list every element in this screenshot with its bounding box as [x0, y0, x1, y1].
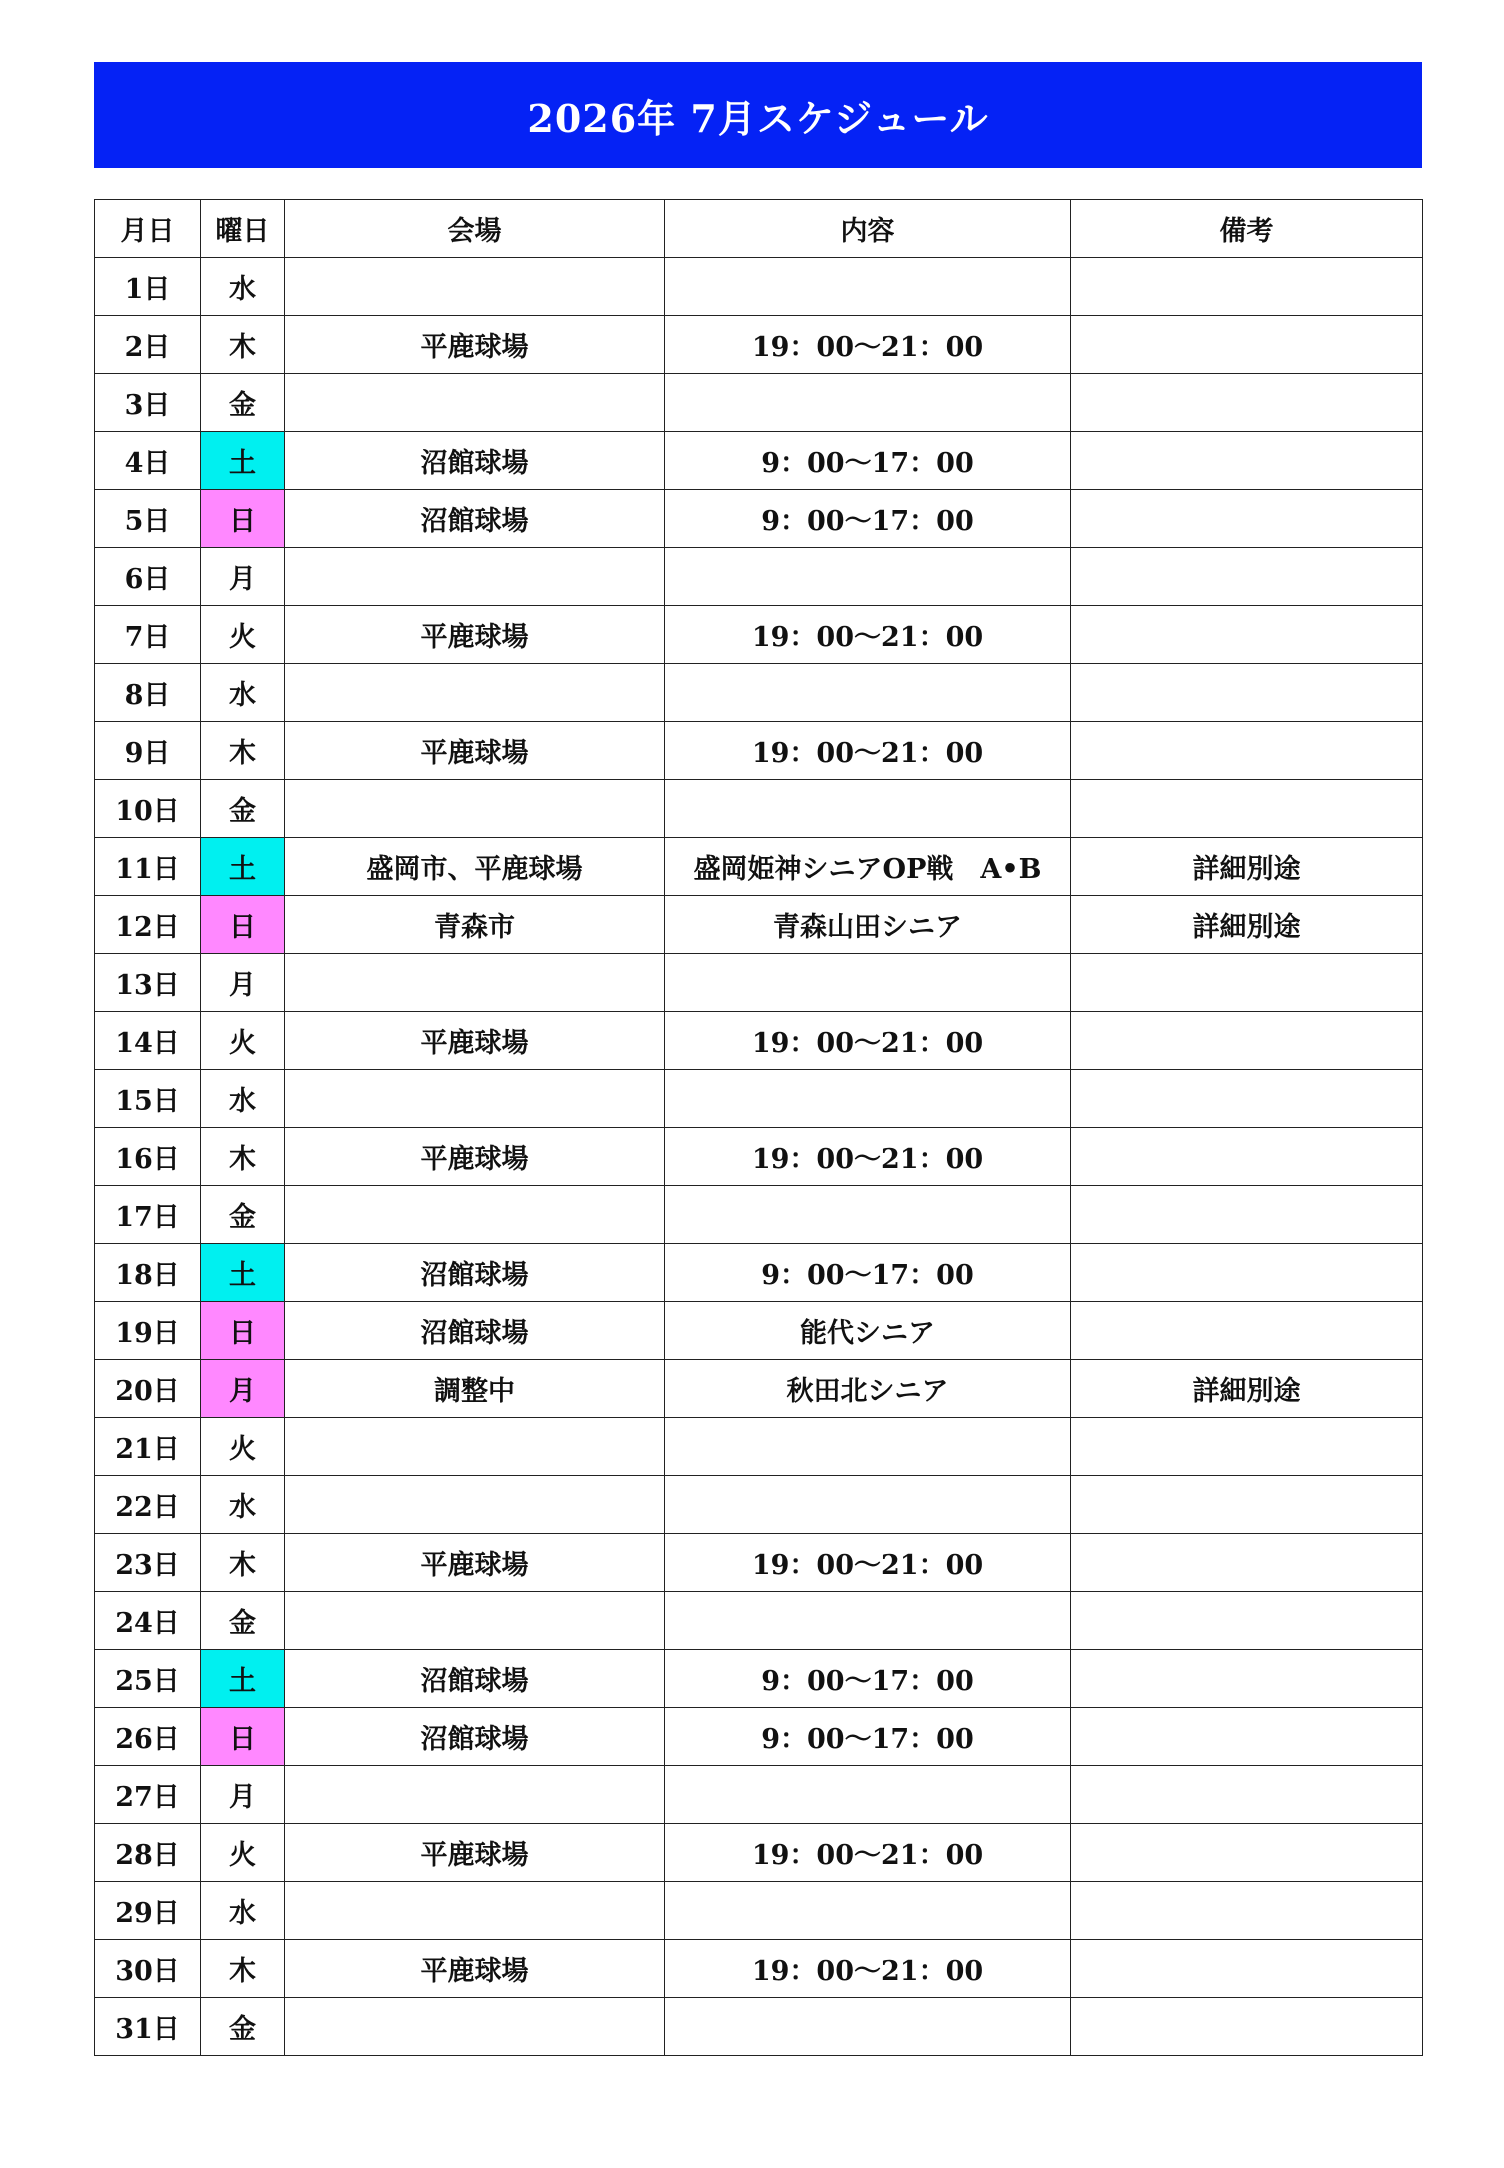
header-note: 備考: [1071, 200, 1423, 258]
date-cell: 26日: [95, 1708, 201, 1766]
weekday-cell: 金: [201, 1998, 285, 2056]
venue-cell: [285, 1998, 665, 2056]
note-cell: 詳細別途: [1071, 1360, 1423, 1418]
venue-cell: [285, 1418, 665, 1476]
weekday-cell: 日: [201, 896, 285, 954]
content-cell: 19：00～21：00: [665, 1012, 1071, 1070]
date-cell: 6日: [95, 548, 201, 606]
table-row: [95, 316, 1423, 374]
content-cell: 19：00～21：00: [665, 1534, 1071, 1592]
header-weekday: 曜日: [201, 200, 285, 258]
content-cell: [665, 1070, 1071, 1128]
venue-cell: 平鹿球場: [285, 1012, 665, 1070]
table-row: [95, 606, 1423, 664]
date-cell: 9日: [95, 722, 201, 780]
table-row: [95, 1302, 1423, 1360]
table-row: [95, 1128, 1423, 1186]
table-row: [95, 896, 1423, 954]
content-cell: [665, 548, 1071, 606]
venue-cell: [285, 1476, 665, 1534]
note-cell: [1071, 780, 1423, 838]
date-cell: 25日: [95, 1650, 201, 1708]
note-cell: [1071, 1708, 1423, 1766]
weekday-cell: 水: [201, 258, 285, 316]
content-cell: [665, 1592, 1071, 1650]
note-cell: [1071, 374, 1423, 432]
venue-cell: [285, 954, 665, 1012]
content-cell: [665, 374, 1071, 432]
header-venue: 会場: [285, 200, 665, 258]
table-row: [95, 548, 1423, 606]
venue-cell: 平鹿球場: [285, 316, 665, 374]
date-cell: 12日: [95, 896, 201, 954]
note-cell: [1071, 1998, 1423, 2056]
weekday-cell: 日: [201, 490, 285, 548]
content-cell: 9：00～17：00: [665, 490, 1071, 548]
venue-cell: [285, 1070, 665, 1128]
weekday-cell: 水: [201, 664, 285, 722]
table-row: [95, 1534, 1423, 1592]
note-cell: [1071, 490, 1423, 548]
venue-cell: 青森市: [285, 896, 665, 954]
schedule-body: [95, 258, 1423, 2056]
note-cell: [1071, 722, 1423, 780]
note-cell: [1071, 1592, 1423, 1650]
date-cell: 14日: [95, 1012, 201, 1070]
venue-cell: 平鹿球場: [285, 722, 665, 780]
content-cell: [665, 780, 1071, 838]
weekday-cell: 金: [201, 1186, 285, 1244]
date-cell: 16日: [95, 1128, 201, 1186]
weekday-cell: 火: [201, 606, 285, 664]
note-cell: [1071, 1940, 1423, 1998]
venue-cell: [285, 1186, 665, 1244]
note-cell: [1071, 954, 1423, 1012]
note-cell: [1071, 316, 1423, 374]
content-cell: [665, 664, 1071, 722]
date-cell: 27日: [95, 1766, 201, 1824]
table-row: [95, 1476, 1423, 1534]
table-row: [95, 1418, 1423, 1476]
date-cell: 23日: [95, 1534, 201, 1592]
table-row: [95, 1766, 1423, 1824]
weekday-cell: 月: [201, 548, 285, 606]
table-row: [95, 1824, 1423, 1882]
content-cell: 19：00～21：00: [665, 1128, 1071, 1186]
date-cell: 15日: [95, 1070, 201, 1128]
note-cell: [1071, 1476, 1423, 1534]
table-row: [95, 258, 1423, 316]
venue-cell: [285, 664, 665, 722]
note-cell: [1071, 258, 1423, 316]
venue-cell: 平鹿球場: [285, 1128, 665, 1186]
venue-cell: 平鹿球場: [285, 1824, 665, 1882]
content-cell: 9：00～17：00: [665, 432, 1071, 490]
content-cell: 19：00～21：00: [665, 1940, 1071, 1998]
date-cell: 29日: [95, 1882, 201, 1940]
venue-cell: 沼館球場: [285, 1244, 665, 1302]
weekday-cell: 金: [201, 374, 285, 432]
date-cell: 4日: [95, 432, 201, 490]
date-cell: 30日: [95, 1940, 201, 1998]
weekday-cell: 金: [201, 1592, 285, 1650]
schedule-title: 2026年 7月スケジュール: [94, 62, 1422, 168]
note-cell: [1071, 664, 1423, 722]
weekday-cell: 土: [201, 1244, 285, 1302]
weekday-cell: 土: [201, 838, 285, 896]
content-cell: 盛岡姫神シニアOP戦 A•B: [665, 838, 1071, 896]
weekday-cell: 日: [201, 1302, 285, 1360]
venue-cell: [285, 1882, 665, 1940]
note-cell: [1071, 548, 1423, 606]
note-cell: [1071, 1534, 1423, 1592]
venue-cell: 沼館球場: [285, 490, 665, 548]
table-row: [95, 780, 1423, 838]
content-cell: 9：00～17：00: [665, 1708, 1071, 1766]
weekday-cell: 火: [201, 1012, 285, 1070]
table-row: [95, 1186, 1423, 1244]
weekday-cell: 月: [201, 1766, 285, 1824]
content-cell: [665, 1186, 1071, 1244]
venue-cell: 盛岡市、平鹿球場: [285, 838, 665, 896]
content-cell: [665, 1418, 1071, 1476]
table-row: [95, 664, 1423, 722]
weekday-cell: 土: [201, 432, 285, 490]
header-content: 内容: [665, 200, 1071, 258]
venue-cell: [285, 780, 665, 838]
content-cell: 9：00～17：00: [665, 1244, 1071, 1302]
venue-cell: [285, 1766, 665, 1824]
venue-cell: 沼館球場: [285, 1302, 665, 1360]
header-row: [95, 200, 1423, 258]
content-cell: [665, 1476, 1071, 1534]
note-cell: [1071, 1302, 1423, 1360]
table-row: [95, 432, 1423, 490]
content-cell: 19：00～21：00: [665, 1824, 1071, 1882]
venue-cell: 平鹿球場: [285, 1534, 665, 1592]
table-row: [95, 838, 1423, 896]
weekday-cell: 木: [201, 1940, 285, 1998]
header-date: 月日: [95, 200, 201, 258]
table-row: [95, 1070, 1423, 1128]
note-cell: [1071, 1418, 1423, 1476]
venue-cell: 沼館球場: [285, 432, 665, 490]
note-cell: [1071, 1128, 1423, 1186]
date-cell: 21日: [95, 1418, 201, 1476]
note-cell: [1071, 1070, 1423, 1128]
venue-cell: 平鹿球場: [285, 1940, 665, 1998]
weekday-cell: 木: [201, 1128, 285, 1186]
content-cell: [665, 1882, 1071, 1940]
note-cell: 詳細別途: [1071, 896, 1423, 954]
weekday-cell: 火: [201, 1418, 285, 1476]
date-cell: 2日: [95, 316, 201, 374]
schedule-table: [94, 199, 1423, 2056]
venue-cell: [285, 1592, 665, 1650]
weekday-cell: 月: [201, 954, 285, 1012]
venue-cell: [285, 374, 665, 432]
date-cell: 8日: [95, 664, 201, 722]
weekday-cell: 木: [201, 722, 285, 780]
table-row: [95, 1360, 1423, 1418]
venue-cell: [285, 548, 665, 606]
weekday-cell: 水: [201, 1070, 285, 1128]
venue-cell: 沼館球場: [285, 1650, 665, 1708]
date-cell: 28日: [95, 1824, 201, 1882]
content-cell: 青森山田シニア: [665, 896, 1071, 954]
content-cell: 19：00～21：00: [665, 316, 1071, 374]
date-cell: 5日: [95, 490, 201, 548]
content-cell: 19：00～21：00: [665, 606, 1071, 664]
date-cell: 10日: [95, 780, 201, 838]
table-row: [95, 1998, 1423, 2056]
date-cell: 17日: [95, 1186, 201, 1244]
note-cell: [1071, 1012, 1423, 1070]
content-cell: 9：00～17：00: [665, 1650, 1071, 1708]
weekday-cell: 土: [201, 1650, 285, 1708]
date-cell: 13日: [95, 954, 201, 1012]
table-row: [95, 954, 1423, 1012]
content-cell: [665, 1766, 1071, 1824]
date-cell: 18日: [95, 1244, 201, 1302]
note-cell: [1071, 1650, 1423, 1708]
table-row: [95, 722, 1423, 780]
weekday-cell: 金: [201, 780, 285, 838]
note-cell: [1071, 1882, 1423, 1940]
date-cell: 20日: [95, 1360, 201, 1418]
venue-cell: 平鹿球場: [285, 606, 665, 664]
table-row: [95, 1012, 1423, 1070]
note-cell: [1071, 1824, 1423, 1882]
note-cell: [1071, 1766, 1423, 1824]
date-cell: 11日: [95, 838, 201, 896]
table-row: [95, 1244, 1423, 1302]
weekday-cell: 日: [201, 1708, 285, 1766]
note-cell: 詳細別途: [1071, 838, 1423, 896]
table-row: [95, 1940, 1423, 1998]
weekday-cell: 木: [201, 1534, 285, 1592]
venue-cell: 調整中: [285, 1360, 665, 1418]
table-row: [95, 1592, 1423, 1650]
table-row: [95, 1708, 1423, 1766]
table-row: [95, 490, 1423, 548]
note-cell: [1071, 432, 1423, 490]
date-cell: 22日: [95, 1476, 201, 1534]
weekday-cell: 木: [201, 316, 285, 374]
date-cell: 7日: [95, 606, 201, 664]
weekday-cell: 月: [201, 1360, 285, 1418]
date-cell: 31日: [95, 1998, 201, 2056]
note-cell: [1071, 1244, 1423, 1302]
note-cell: [1071, 606, 1423, 664]
note-cell: [1071, 1186, 1423, 1244]
content-cell: [665, 954, 1071, 1012]
table-row: [95, 1882, 1423, 1940]
date-cell: 24日: [95, 1592, 201, 1650]
content-cell: [665, 258, 1071, 316]
table-row: [95, 374, 1423, 432]
date-cell: 3日: [95, 374, 201, 432]
content-cell: [665, 1998, 1071, 2056]
venue-cell: [285, 258, 665, 316]
weekday-cell: 水: [201, 1882, 285, 1940]
venue-cell: 沼館球場: [285, 1708, 665, 1766]
content-cell: 能代シニア: [665, 1302, 1071, 1360]
date-cell: 1日: [95, 258, 201, 316]
weekday-cell: 火: [201, 1824, 285, 1882]
table-row: [95, 1650, 1423, 1708]
content-cell: 秋田北シニア: [665, 1360, 1071, 1418]
date-cell: 19日: [95, 1302, 201, 1360]
content-cell: 19：00～21：00: [665, 722, 1071, 780]
weekday-cell: 水: [201, 1476, 285, 1534]
